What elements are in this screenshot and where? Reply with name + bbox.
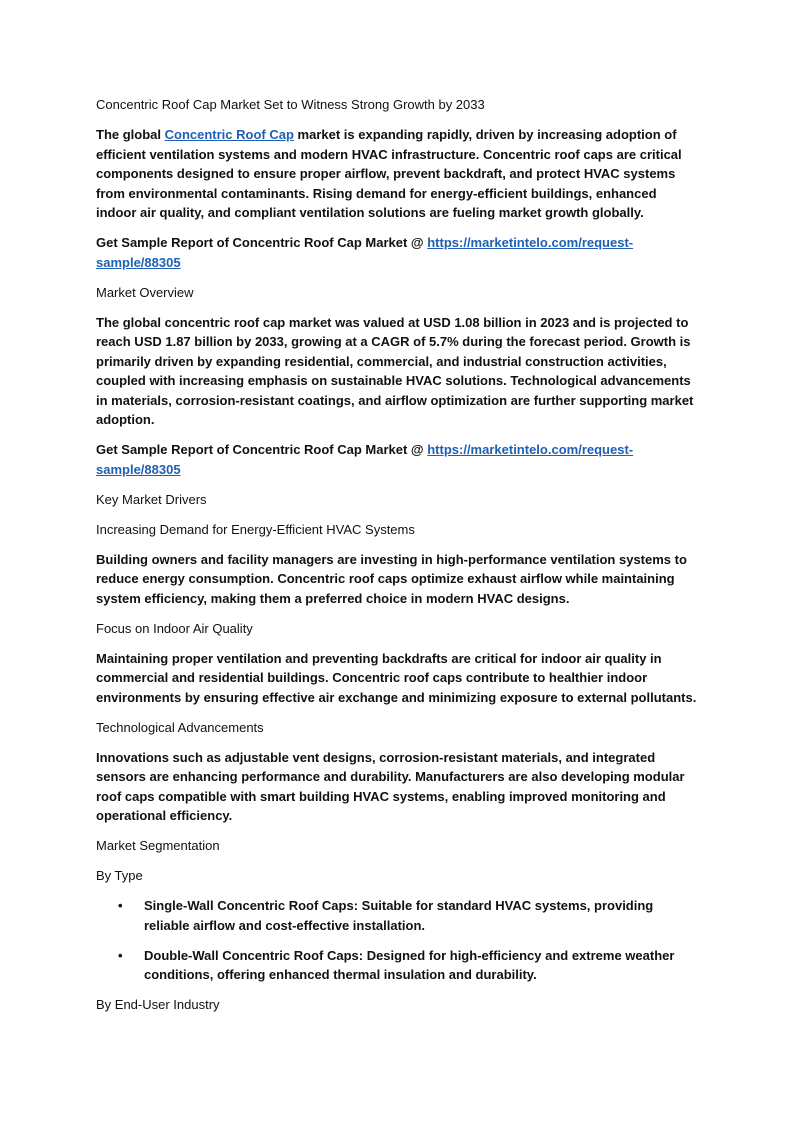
driver-air-quality-paragraph: Maintaining proper ventilation and preventing backdrafts are critical for indoor air quality in commercial and residential buildings. Concentric roof caps contribute to healthier indoor environments by ensuring effective air exchange and minimizing exposure to external pollutants. <box>96 650 697 705</box>
intro-post-text: market is expanding rapidly, driven by increasing adoption of efficient ventilation systems and modern HVAC infrastructure. Concentric roof caps are critical components designed to ensure proper airflow, prevent backdraft, and protect HVAC systems from environmental contaminants. Rising demand for energy-efficient buildings, enhanced indoor air quality, and compliant ventilation solutions are fueling market growth globally. <box>96 127 682 220</box>
segmentation-heading: Market Segmentation <box>96 838 220 853</box>
driver-tech-heading: Technological Advancements <box>96 719 264 735</box>
type-list <box>96 896 700 985</box>
list-item <box>96 946 700 985</box>
document-title: Concentric Roof Cap Market Set to Witness Strong Growth by 2033 <box>96 97 485 112</box>
by-type-heading: By Type <box>96 868 143 883</box>
key-drivers-heading: Key Market Drivers <box>96 491 207 507</box>
driver-air-quality-heading: Focus on Indoor Air Quality <box>96 620 253 636</box>
by-end-user-heading: By End-User Industry <box>96 997 220 1012</box>
list-item-text: Double-Wall Concentric Roof Caps: Designed for high-efficiency and extreme weather conditions, offering enhanced thermal insulation and durability. <box>144 947 675 982</box>
sample-report-link[interactable]: https://marketintelo.com/request-sample/88305 <box>96 235 634 270</box>
driver-tech-paragraph: Innovations such as adjustable vent designs, corrosion-resistant materials, and integrated sensors are enhancing performance and durability. Manufacturers are also developing modular roof caps compatible with smart building HVAC systems, enabling improved monitoring and operational efficiency. <box>96 749 685 823</box>
bullet-icon: • <box>118 898 123 913</box>
concentric-roof-cap-link[interactable]: Concentric Roof Cap <box>164 127 294 142</box>
market-overview-paragraph: The global concentric roof cap market was valued at USD 1.08 billion in 2023 and is projected to reach USD 1.87 billion by 2033, growing at a CAGR of 5.7% during the forecast period. Growth is primarily driven by expanding residential, commercial, and industrial construction activities, coupled with increasing emphasis on sustainable HVAC solutions. Technological advancements in materials, corrosion-resistant coatings, and airflow optimization are further supporting market adoption. <box>96 314 694 427</box>
driver-energy-heading: Increasing Demand for Energy-Efficient HVAC Systems <box>96 521 415 537</box>
sample-report-line <box>96 233 700 272</box>
driver-energy-paragraph: Building owners and facility managers are investing in high-performance ventilation systems to reduce energy consumption. Concentric roof caps optimize exhaust airflow while maintaining system efficiency, making them a preferred choice in modern HVAC designs. <box>96 551 687 606</box>
bullet-icon: • <box>118 947 123 963</box>
list-item-text: Single-Wall Concentric Roof Caps: Suitable for standard HVAC systems, providing reliable airflow and cost-effective installation. <box>144 898 654 933</box>
market-overview-heading: Market Overview <box>96 284 194 300</box>
document-page <box>96 95 700 1025</box>
sample-report-line-2 <box>96 440 700 479</box>
sample-report-label: Get Sample Report of Concentric Roof Cap Market @ <box>96 235 428 250</box>
sample-report-link-2[interactable]: https://marketintelo.com/request-sample/88305 <box>96 442 634 477</box>
intro-paragraph <box>96 125 700 223</box>
sample-report-label-2: Get Sample Report of Concentric Roof Cap Market @ <box>96 442 428 457</box>
intro-pre-text: The global <box>96 127 165 142</box>
list-item <box>96 896 700 935</box>
